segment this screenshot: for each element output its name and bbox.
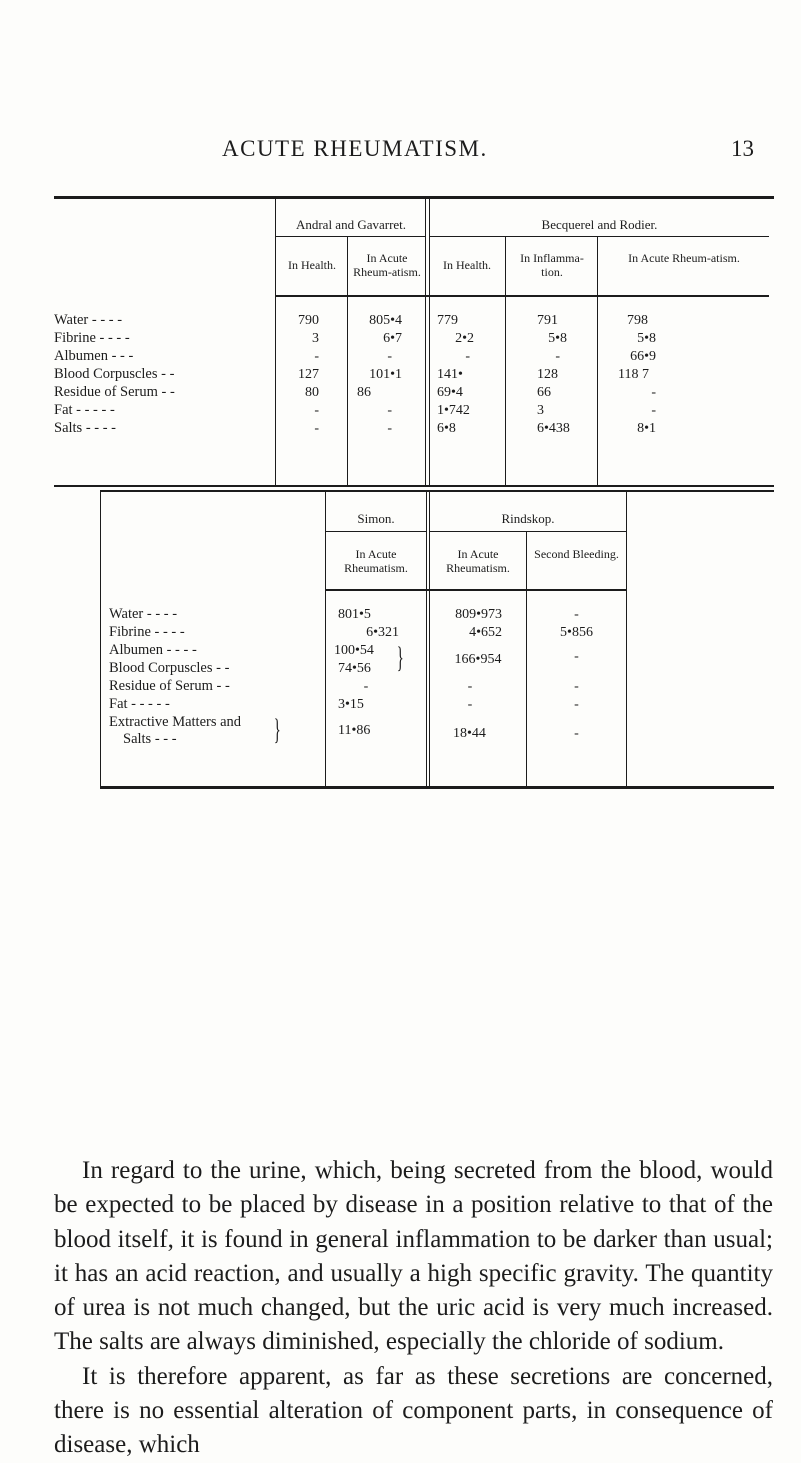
table2-row-label: Fat - - - - -	[109, 696, 170, 712]
table1-col-becquerel-health: In Health.	[443, 258, 491, 272]
table1-row-label: Blood Corpuscles - -	[54, 366, 175, 382]
table2-col-rindskop-second: Second Bleeding.	[534, 547, 619, 561]
table1-cell: -	[314, 403, 319, 418]
table2-cell: -	[363, 679, 369, 694]
table2-cell: 4•652	[469, 625, 502, 640]
table2-row-label: Residue of Serum - -	[109, 678, 230, 694]
table1-cell: 8•1	[637, 421, 656, 436]
table1-cell: -	[465, 349, 470, 364]
table1-cell: 3	[537, 403, 544, 418]
table1-col-becquerel-inflammation: In Inflamma-tion.	[520, 251, 584, 279]
table1-cell: 69•4	[437, 385, 463, 400]
table1-row-label: Water - - - -	[54, 312, 123, 328]
table1-cell: 141•	[437, 367, 463, 382]
table1-group2-title: Becquerel and Rodier.	[541, 217, 658, 232]
table2-top-rule	[100, 490, 774, 492]
table1-cell: 798	[627, 313, 648, 328]
table1-cell: 66•9	[630, 349, 656, 364]
table1-cell: -	[555, 349, 560, 364]
table2-cell: -	[574, 697, 579, 712]
table2-header-rule	[326, 589, 626, 591]
table1-row-label: Salts - - - -	[54, 420, 117, 436]
table1-cell: 128	[537, 367, 558, 382]
table1-cell: -	[387, 349, 392, 364]
table2-group-rule-2	[430, 531, 626, 532]
table2-group-rule-1	[326, 531, 427, 532]
table1-cell: 3	[312, 331, 319, 346]
table2-cell: 100•54	[334, 643, 374, 658]
table2-row-label: Fibrine - - - -	[109, 624, 185, 640]
body-text	[54, 1154, 773, 1463]
table1-cell: -	[387, 421, 392, 436]
table2-row-label: Water - - - -	[109, 606, 178, 622]
table2-group1-title: Simon.	[357, 511, 395, 526]
table1-cell: -	[651, 403, 656, 418]
table1-cell: 6•8	[437, 421, 456, 436]
table1-cell: -	[387, 403, 392, 418]
table1-cell: 1•742	[437, 403, 470, 418]
table1-cell: 6•7	[383, 331, 402, 346]
table2-cell-merged: 11•86	[338, 723, 371, 738]
table2-cell: 5•856	[560, 625, 593, 640]
table1-group1-title: Andral and Gavarret.	[295, 217, 407, 232]
table2-col-simon-acute: In Acute Rheumatism.	[344, 547, 408, 575]
table2-row-label: Albumen - - - -	[109, 642, 197, 658]
table2-cell: -	[467, 697, 473, 712]
table2-row-label: Blood Corpuscles - -	[109, 660, 230, 676]
table1-cell: 5•8	[637, 331, 656, 346]
table1-row-label: Fat - - - - -	[54, 402, 115, 418]
table1-cell: 791	[537, 313, 558, 328]
table1-cell: 790	[298, 313, 319, 328]
table2-cell: -	[574, 607, 579, 622]
table1-col-becquerel-acute: In Acute Rheum-atism.	[628, 251, 740, 265]
table2-cell: 801•5	[338, 607, 371, 622]
brace-extractive: }	[273, 713, 281, 746]
table2-group2-title: Rindskop.	[501, 511, 555, 526]
table1-cell: 86	[357, 385, 371, 400]
table1-col-andral-acute: In Acute Rheum-atism.	[353, 251, 421, 279]
table2-vline-left	[100, 492, 101, 786]
table1-cell: 805•4	[369, 313, 402, 328]
table1-cell: -	[314, 421, 319, 436]
running-title: ACUTE RHEUMATISM.	[222, 136, 488, 161]
table1-cell: 2•2	[455, 331, 474, 346]
table1-col-andral-health: In Health.	[288, 258, 336, 272]
table1-cell: 5•8	[548, 331, 567, 346]
table1-cell: 80	[305, 385, 319, 400]
table1-row-label: Residue of Serum - -	[54, 384, 175, 400]
table2-row-label: Extractive Matters and	[109, 714, 242, 730]
paragraph-urine: In regard to the urine, which, being secreted from the blood, would be expected to be placed by disease in a position relative to that of the blood itself, it is found in general inflammation to be darker than usual; it has an acid reaction, and usually a high specific gravity. The quantity of urea is not much changed, but the uric acid is very much increased. The salts are always diminished, especially the chloride of sodium.	[54, 1157, 773, 1356]
table1-cell: 118 7	[618, 367, 649, 382]
table2-cell: -	[574, 679, 579, 694]
table2-row-label: Salts - - -	[123, 731, 177, 747]
table2-cell: 809•973	[455, 607, 502, 622]
table2-bottom-rule	[100, 786, 774, 789]
table2-cell: 3•15	[338, 697, 364, 712]
paragraph-conclusion: It is therefore apparent, as far as these secretions are concerned, there is no essential alteration of component parts, in consequence of disease, which	[54, 1362, 773, 1459]
table1-cell: 101•1	[369, 367, 402, 382]
page-number: 13	[731, 136, 754, 161]
table1-row-label: Albumen - - -	[54, 348, 134, 364]
table1-cell: 66	[537, 385, 551, 400]
table1-cell: 6•438	[537, 421, 570, 436]
table1-cell: 779	[437, 313, 458, 328]
table1-cell: -	[314, 349, 319, 364]
table2-cell: 6•321	[366, 625, 399, 640]
table2-cell-merged: 18•44	[453, 726, 486, 741]
brace-simon-albumen: }	[396, 641, 404, 674]
table2-cell: 74•56	[338, 661, 371, 676]
table2-cell: -	[467, 679, 473, 694]
table2-cell-merged: -	[574, 726, 579, 741]
table1-cell: 127	[298, 367, 319, 382]
table1-cell: -	[651, 385, 656, 400]
table2-vline-5	[626, 492, 627, 786]
table2-vline-2	[426, 492, 427, 786]
table2-cell-merged: 166•954	[454, 652, 502, 667]
table2-cell-merged: -	[574, 649, 579, 664]
table2-col-rindskop-acute: In Acute Rheumatism.	[446, 547, 510, 575]
table1-row-label: Fibrine - - - -	[54, 330, 130, 346]
